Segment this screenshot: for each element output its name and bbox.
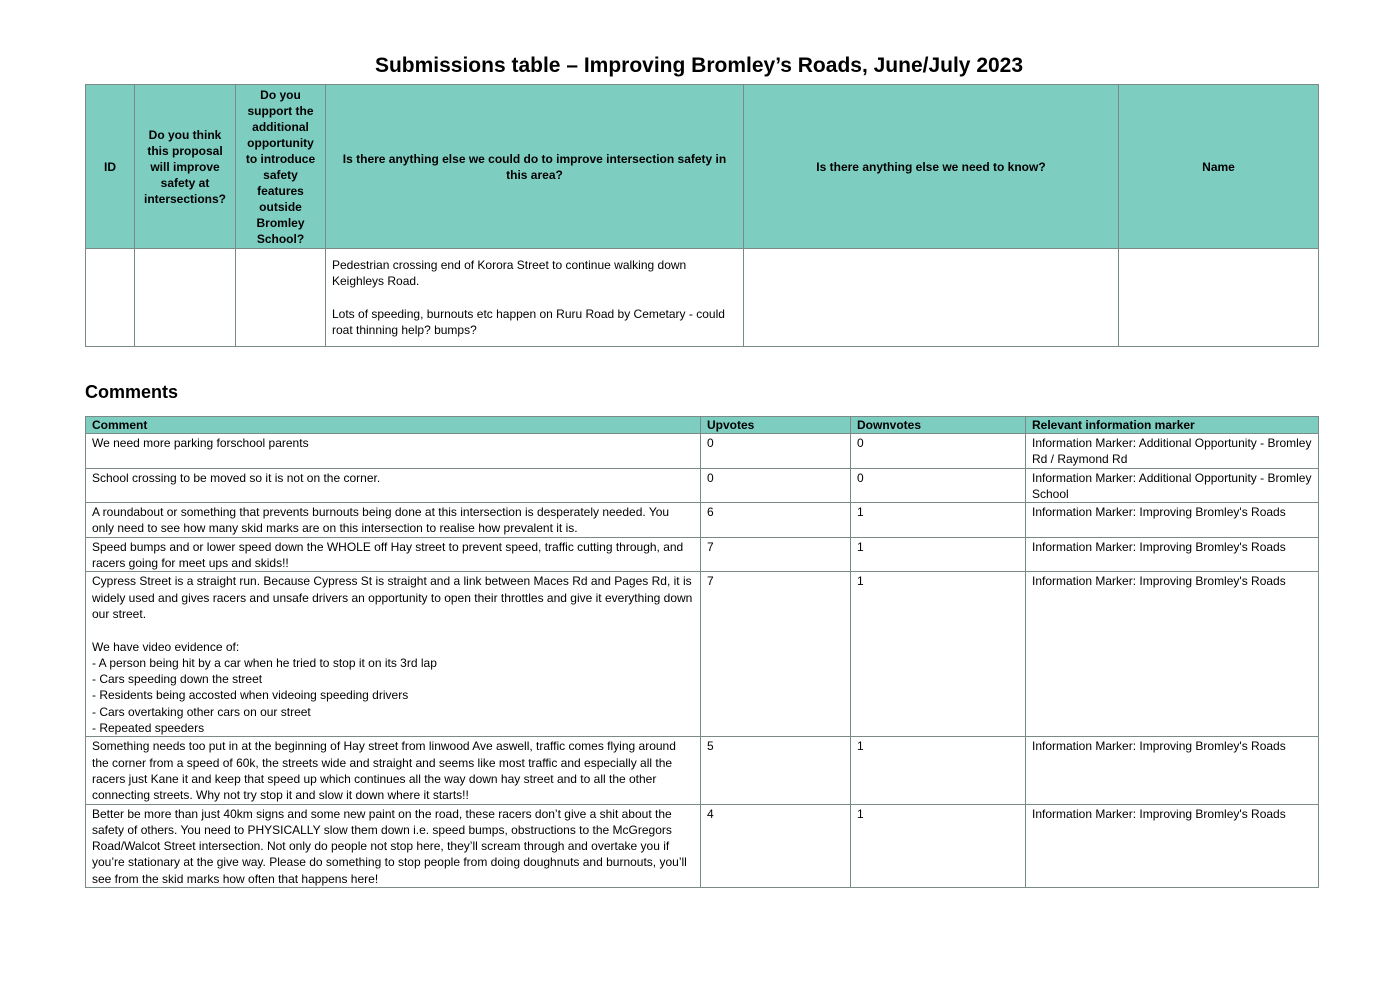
comment-text: A roundabout or something that prevents burnouts being done at this intersection is desperately needed. You only need to see how many skid marks are on this intersection to realise how prevalent it is. <box>86 503 701 538</box>
comment-row <box>86 537 1319 572</box>
comment-row <box>86 572 1319 737</box>
comment-upvotes: 6 <box>701 503 851 538</box>
comment-text: We need more parking forschool parents <box>86 434 701 469</box>
comment-marker: Information Marker: Improving Bromley's Roads <box>1026 572 1319 737</box>
header-comment: Comment <box>86 417 701 434</box>
comments-heading: Comments <box>85 382 179 402</box>
submissions-table <box>85 84 1319 347</box>
comment-downvotes: 1 <box>851 572 1026 737</box>
comment-upvotes: 0 <box>701 468 851 503</box>
comment-row <box>86 434 1319 469</box>
submission-support-opportunity <box>236 249 326 347</box>
comment-marker: Information Marker: Improving Bromley's Roads <box>1026 537 1319 572</box>
comment-text: Cypress Street is a straight run. Because Cypress St is straight and a link between Maces Rd and Pages Rd, it is widely used and gives racers and unsafe drivers an opportunity to open their throttles and give it everything down our street. We have video evidence of: - A person being hit by a car when he tried to stop it on its 3rd lap - Cars speeding down the street - Residents being accosted when videoing speeding drivers - Cars overtaking other cars on our street - Repeated speeders <box>86 572 701 737</box>
submission-name <box>1119 249 1319 347</box>
page-title: Submissions table – Improving Bromley’s Roads, June/July 2023 <box>374 54 1024 78</box>
header-anything-else-know: Is there anything else we need to know? <box>744 85 1119 249</box>
comment-downvotes: 0 <box>851 434 1026 469</box>
submission-row <box>86 249 1319 347</box>
comment-marker: Information Marker: Additional Opportunity - Bromley School <box>1026 468 1319 503</box>
comment-row <box>86 804 1319 887</box>
submission-id <box>86 249 135 347</box>
comment-row <box>86 468 1319 503</box>
comment-text: School crossing to be moved so it is not on the corner. <box>86 468 701 503</box>
comment-marker: Information Marker: Improving Bromley's Roads <box>1026 804 1319 887</box>
comment-downvotes: 1 <box>851 804 1026 887</box>
comment-row <box>86 503 1319 538</box>
comment-upvotes: 7 <box>701 572 851 737</box>
header-name: Name <box>1119 85 1319 249</box>
comment-downvotes: 0 <box>851 468 1026 503</box>
header-support-opportunity: Do you support the additional opportunity to introduce safety features outside Bromley School? <box>236 85 326 249</box>
header-anything-else-improve: Is there anything else we could do to improve intersection safety in this area? <box>326 85 744 249</box>
submission-anything-else-improve <box>326 249 744 347</box>
comment-text: Speed bumps and or lower speed down the WHOLE off Hay street to prevent speed, traffic cutting through, and racers going for meet ups and skids!! <box>86 537 701 572</box>
header-info-marker: Relevant information marker <box>1026 417 1319 434</box>
comments-table <box>85 416 1319 888</box>
comment-downvotes: 1 <box>851 737 1026 804</box>
comment-upvotes: 0 <box>701 434 851 469</box>
comment-upvotes: 5 <box>701 737 851 804</box>
comment-row <box>86 737 1319 804</box>
submission-answer-paragraph: Lots of speeding, burnouts etc happen on Ruru Road by Cemetary - could roat thinning help? bumps? <box>332 306 725 337</box>
comment-upvotes: 4 <box>701 804 851 887</box>
header-improve-safety: Do you think this proposal will improve safety at intersections? <box>135 85 236 249</box>
submission-anything-else-know <box>744 249 1119 347</box>
comment-downvotes: 1 <box>851 503 1026 538</box>
comment-text: Something needs too put in at the beginning of Hay street from linwood Ave aswell, traffic comes flying around the corner from a speed of 60k, the streets wide and straight and seems like most traffic and especially all the racers just Kane it and keep that speed up which continues all the way down hay street and to all the other connecting streets. Why not try stop it and slow it down where it starts!! <box>86 737 701 804</box>
submission-improve-safety <box>135 249 236 347</box>
submission-answer-paragraph: Pedestrian crossing end of Korora Street to continue walking down Keighleys Road. <box>332 257 687 288</box>
header-upvotes: Upvotes <box>701 417 851 434</box>
submissions-header-row <box>86 85 1319 249</box>
comment-marker: Information Marker: Improving Bromley's Roads <box>1026 503 1319 538</box>
comment-marker: Information Marker: Additional Opportunity - Bromley Rd / Raymond Rd <box>1026 434 1319 469</box>
comments-header-row <box>86 417 1319 434</box>
comment-text: Better be more than just 40km signs and some new paint on the road, these racers don’t give a shit about the safety of others. You need to PHYSICALLY slow them down i.e. speed bumps, obstructions to the McGregors Road/Walcot Street intersection. Not only do people not stop here, they’ll scream through and overtake you if you’re stationary at the give way. Please do something to stop people from doing doughnuts and burnouts, you’ll see from the skid marks how often that happens here! <box>86 804 701 887</box>
comment-upvotes: 7 <box>701 537 851 572</box>
comment-marker: Information Marker: Improving Bromley's Roads <box>1026 737 1319 804</box>
comment-downvotes: 1 <box>851 537 1026 572</box>
header-id: ID <box>86 85 135 249</box>
header-downvotes: Downvotes <box>851 417 1026 434</box>
